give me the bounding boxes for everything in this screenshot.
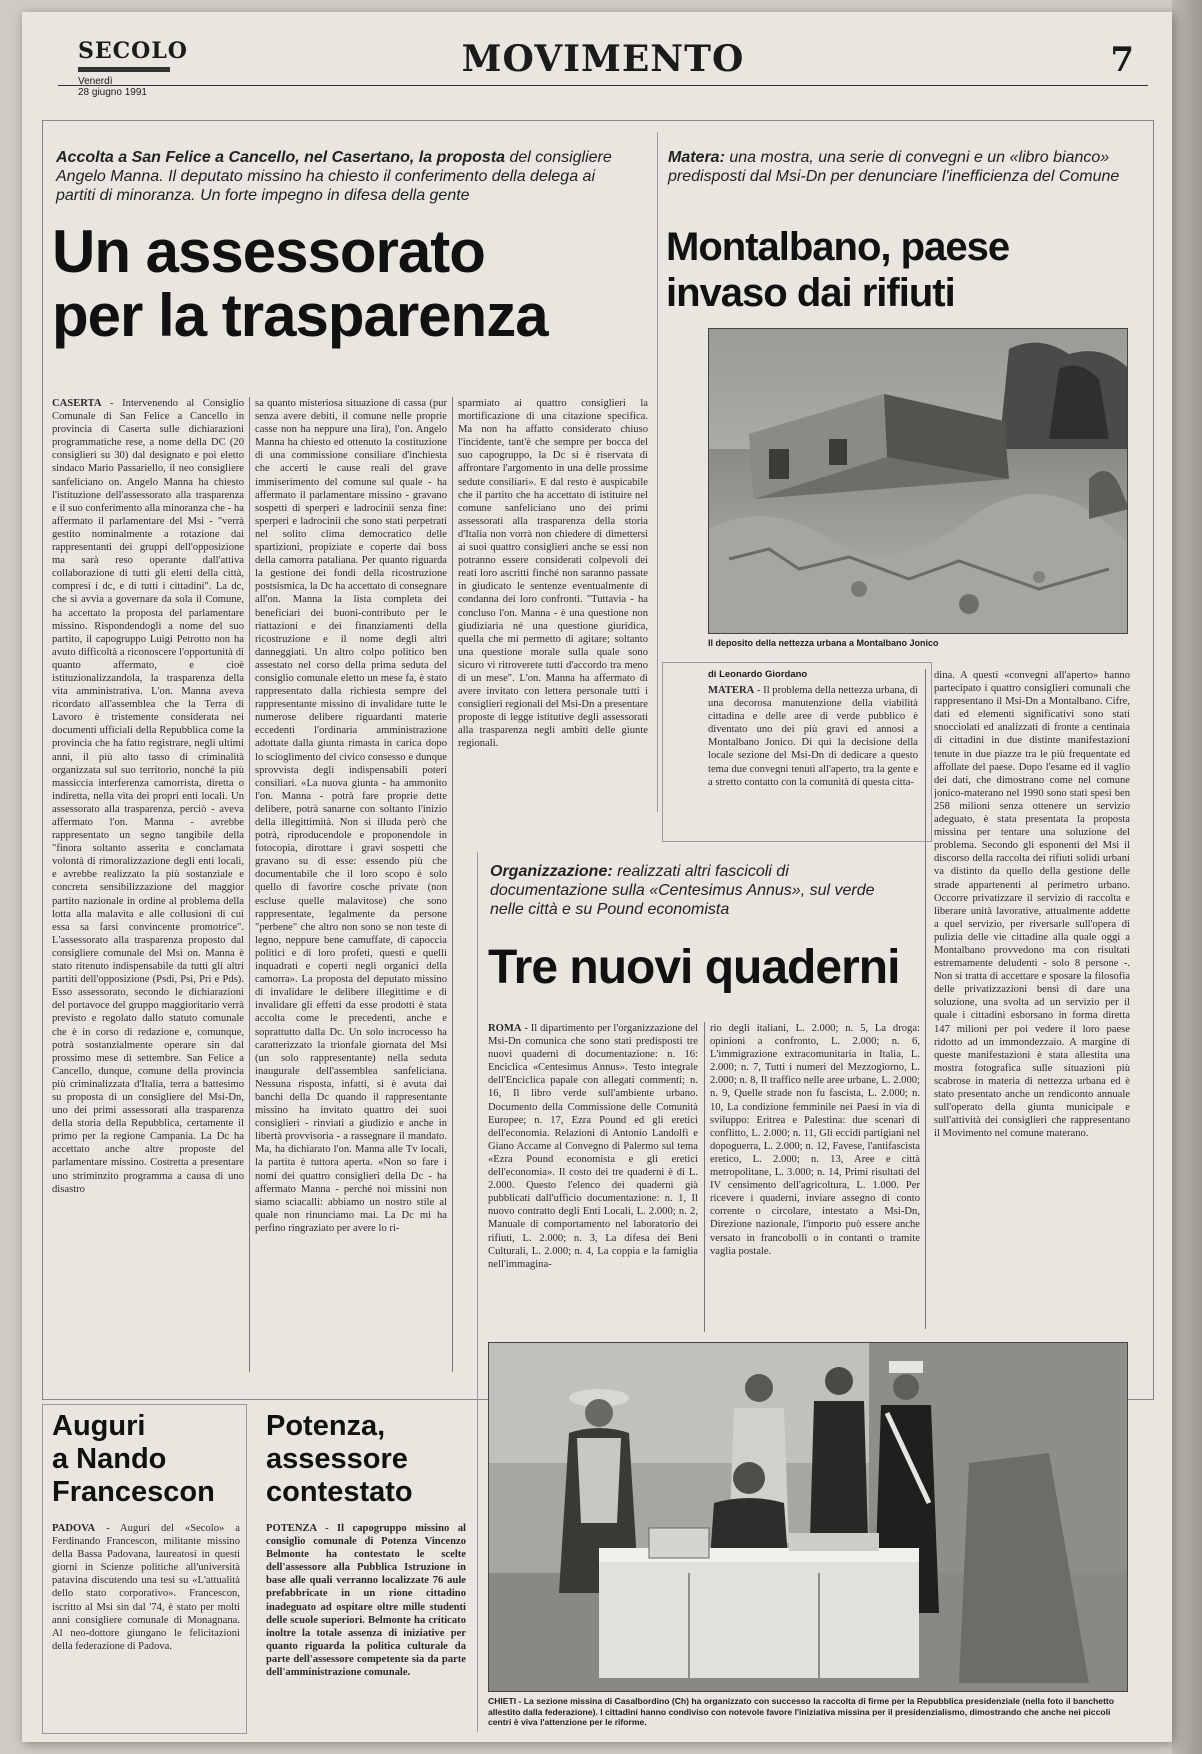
assessorato-column-1	[52, 397, 244, 1372]
montalbano-kicker	[668, 148, 1138, 186]
assessorato-dateline: CASERTA	[52, 398, 102, 409]
assessorato-headline-line2: per la trasparenza	[52, 282, 548, 349]
francescon-headline-line3: Francescon	[52, 1476, 215, 1508]
issue-date-text: 28 giugno 1991	[78, 87, 147, 98]
francescon-headline	[52, 1410, 215, 1509]
potenza-headline-line2: assessore	[266, 1443, 408, 1475]
column-rule	[704, 1022, 705, 1332]
assessorato-column-2: sa quanto misteriosa situazione di cassa (pur senza avere debiti, il comune nelle proprie casse non ha neppure una lira), l'on. Angelo Manna ha chiesto ed ottenuto la costituzione di una commissione consiliare d'inchiesta che accerti le cause reali del grave immiserimento del comune sul quale - ha affermato il parlamentare missino - gravano sospetti di sperperi e ladrocinii senza fine: sperperi e ladrocinii che sono stati perpetrati nel solito clima democratico delle spartizioni, propiziate e coperte dai boss della camorra pataliana. Per quanto riguarda la gestione dei fondi della ricostruzione postsismica, la Dc ha accettato di consegnare all'on. Manna la lista completa dei beneficiari dei buoni-contributo per le riattazioni e dei finanziamenti della ricostruzione e il nome degli altri danneggiati. Un altro colpo politico ben assestato nel corso della prima seduta del consiglio comunale eletto un mese fa, è stato rappresentato dalla richiesta sempre del rappresentante missino di invalidare tutte le numerose delibere riguardanti materie eccedenti l'ordinaria amministrazione adottate dalla giunta rimasta in carica dopo lo scioglimento del civico consesso e dunque sprovvista degli indispensabili poteri consiliari. «La nuova giunta - ha ammonito l'on. Manna - potrà fare proprie dette delibere, potrà sanarne con soltanto l'inizio della illegittimità. Non si illuda però che potrà, riproducendole e proponendole in fotocopia, dirottare i gravi sospetti che gravano su di esse: essendo più che documentabile che il loro scopo è solo quello di favorire cosche private (non escluse quelle malavitose) che sono rappresentate, legalmente da persone "perbene" che altro non sono se non teste di legno, neppure bene camuffate, di capoccia politici e di loro profeti, questi e quelli inquadrati e coperti negli organici della camorra». La proposta del deputato missino di invalidare le delibere illegittime e di invalidare gli effetti da esse prodotti è stata accolta come le precedenti, anche e soprattutto dalla Dc. Un solo incrocesso ha caratterizzato la trionfale giornata del Msi (un solo rappresentante) nella seduta inaugurale dell'assemblea sanfeliciana. Nessuna risposta, infatti, si è avuta dai banchi della Dc quando il rappresentante missino ha invitato quattro dei suoi consiglieri - rinviati a giudizio e anche in libertà provvisoria - a rassegnare il mandato. Ma, ha dichiarato l'on. Manna alle Tv locali, la partita è tuttora aperta. «Non so fare i nomi dei quattro consiglieri della Dc - ha affermato Manna - perché noi missini non siamo sciacalli: abbiamo un nostro stile al quale non rinunciamo mai. La Dc mi ha perfino ringraziato per avere lo ri-	[255, 398, 447, 1234]
signature-table-photo-illustration	[489, 1343, 1128, 1692]
montalbano-column-2: dina. A questi «convegni all'aperto» hanno partecipato i quattro consiglieri comunali che rappresentano il Msi-Dn a Montalbano. Cifre, dati ed elementi significativi sono stati snocciolati ed analizzati di fronte a centinaia di cittadini in due distinte manifestazioni tenute in due piazze tra le più frequentate ed affollate del paese. Dopo l'esame ed il vaglio dei dati, che dimostrano come nel comune jonico-materano nel 1990 sono stati spesi ben 258 milioni senza ottenere un servizio adeguato, è stata presentata la proposta missina per tentare una soluzione del problema. Secondo gli esponenti del Msi il discorso della raccolta dei rifiuti solidi urbani va distinto da quello della gestione delle strade appartenenti al perimetro urbano. Occorre privatizzare il servizio di raccolta e liberare unità lavorative, attualmente addette a quel servizio, per riversarle sull'opera di pulizia delle vie cittadine alla quale oggi a Montalbano provvedono ma con risultati estremamente deludenti - solo 8 persone -. Non si tratta di accettare e sposare la filosofia delle privatizzazioni bensì di dare una soluzione, una svolta ad un servizio per il quale i cittadini esborsano in forma diretta 147 milioni per poi vedere il loro paese ridotto ad un immondezzaio. A margine di queste manifestazioni è stata allestita una mostra fotografica sulle situazioni più scabrose in materia di nettezza urbana ed è stato presentato anche un rendiconto annuale sull'operato della giunta municipale e sull'attività dei consiglieri che rappresentano il Movimento nel comune materano.	[934, 670, 1130, 1140]
quaderni-kicker-rest: realizzati altri fascicoli di documentazione sulla «Centesimus Annus», sul verde nelle città e su Pound economista	[490, 863, 875, 918]
newspaper-page	[22, 12, 1172, 1742]
quaderni-dateline: ROMA	[488, 1023, 522, 1034]
quaderni-column-2: rio degli italiani, L. 2.000; n. 5, La droga: opinioni a confronto, L. 2.000; n. 6, L'immigrazione extracomunitaria in Italia, L. 2.000; n. 7, Tutti i numeri del Mezzogiorno, L. 2.000; n. 8, Il traffico nelle aree urbane, L. 2.000; n. 9, Quelle strade non fu fascista, L. 2.000; n. 10, La condizione femminile nei Paesi in via di sviluppo: Eritrea e Palestina: due scenari di conflitto, L. 2.000; n. 11, Gli eccidi partigiani nel dopoguerra, L. 2.000; n. 12, Favese, l'antifascista eretico, L. 2.000; n. 13, Aree e città metropolitane, L. 3.000; n. 14, Primi risultati del IV censimento dell'agricoltura, L. 1.000. Per ricevere i quaderni, inviare assegno di conto corrente o circolare, intestato a Msi-Dn, Direzione nazionale, l'importo può essere anche versato in francobolli o in contanti o tramite vaglia postale.	[710, 1023, 920, 1257]
francescon-body	[52, 1522, 240, 1727]
column-rule	[657, 132, 658, 812]
column-rule	[477, 852, 478, 1732]
quaderni-col1-text: - Il dipartimento per l'organizzazione del Msi-Dn comunica che sono stati predisposti tre nuovi quaderni di documentazione: n. 16: Enciclica «Centesimus Annus». Testo integrale dell'Enciclica papale con allegati commenti; n. 16, Il libro verde sull'ambiente urbano. Documento della Commissione delle Comunità Europee; n. 17, Ezra Pound ed gli eretici dell'economia. Relazioni di Antonio Landolfi e Giano Accame al Convegno di Palermo sul tema «Ezra Pound economista e gli eretici dell'economia». Il costo dei tre quaderni è di L. 2.000. Questo l'elenco dei quaderni già pubblicati dall'ufficio documentazione: n. 1, Il nuovo contratto degli Enti Locali, L. 2.000; n. 2, Manuale di comportamento nel laboratorio dei rifiuti, L. 2.000; n. 3, La difesa dei Beni Culturali, L. 2.000; n. 4, La coppia e la famiglia nell'immagina-	[488, 1023, 698, 1270]
assessorato-headline-line1: Un assessorato	[52, 218, 485, 285]
quaderni-kicker	[490, 862, 910, 919]
assessorato-kicker-bold: Accolta a San Felice a Cancello, nel Casertano, la proposta	[56, 149, 506, 166]
landfill-photo-illustration	[709, 329, 1128, 634]
potenza-body	[266, 1522, 466, 1727]
issue-day: Venerdì	[78, 76, 113, 87]
column-rule	[452, 397, 453, 1372]
montalbano-col1-text: - Il problema della nettezza urbana, di una decorosa manutenzione della viabilità cittadina e delle aree di verde pubblico è diventato uno dei più gravi ed annosi a Montalbano Jonico. Di qui la decisione della locale sezione del Msi-Dn di dedicare a questo tema due convegni tenuti all'aperto, tra la gente e a stretto contatto con la comunità di questa citta-	[708, 685, 918, 788]
montalbano-photo-caption: Il deposito della nettezza urbana a Montalbano Jonico	[708, 638, 939, 648]
potenza-headline-line1: Potenza,	[266, 1410, 386, 1442]
quaderni-column-1	[488, 1022, 698, 1332]
montalbano-box	[662, 662, 932, 842]
assessorato-headline	[52, 220, 652, 348]
chieti-photo	[488, 1342, 1128, 1692]
page-number: 7	[1110, 40, 1134, 80]
assessorato-col1-text: - Intervenendo al Consiglio Comunale di San Felice a Cancello in provincia di Caserta sulle dichiarazioni programmatiche rese, a nome della DC (20 consiglieri su 30) dal designato e poi eletto sindaco Mario Passariello, il neo consigliere sanfeliciano on. Angelo Manna ha chiesto l'istituzione dell'assessorato alla trasparenza e il suo conferimento alla minoranza che - ha affermato il parlamentare del Msi - "verrà gestito nominalmente a rotazione dai rappresentanti dei gruppi dell'opposizione ma sarà reso operante dall'attiva collaborazione di tutti gli eletti della città, compresi i dc, e di tutti i cittadini". La dc, che si avvia a governare da sola il Comune, ha accettato la proposta del parlamentare missino. Rispondendogli a nome del suo partito, il capogruppo Luigi Petrotto non ha avuto difficoltà a riconoscere l'opportunità di quanto affermato, e cioè istituzionalizzandola, la trasparenza della vita amministrativa. L'on. Manna aveva ricordato all'assemblea che la Terra di Lavoro è tristemente considerata nei documenti ufficiali della Repubblica come la provincia che ha fatto registrare, negli ultimi anni, il più alto tasso di criminalità organizzata sul suo territorio, nonché la più massiccia interferenza camorrista, diretta o indiretta, nella vita dei propri enti locali. Un assessorato alla trasparenza, perciò - aveva affermato l'on. Manna - avrebbe rappresentato un segno tangibile della "finora soltanto asserita e conclamata volontà di rimoralizzazione degli enti locali, e avrebbe realizzato la più sostanziale e concreta sensibilizzazione del maggior partito nazionale in ordine al problema della lotta alla malavita e alle collusioni di cui essa sa farsi convincente promotrice". L'assessorato alla trasparenza proposto dal consigliere comunale del Msi on. Manna è stato ritenuto indispensabile da tutti gli altri partiti dell'opposizione (Psdi, Psi, Pri e Pds). Esso assessorato, secondo le dichiarazioni del portavoce del gruppo maggioritario verrà previsto e regolato dallo statuto comunale che è in corso di redazione e, comunque, potrà sostanzialmente operare sin dal prossimo mese di settembre. San Felice a Cancello, dunque, comune della provincia più criminalizzata d'Italia, terra a battesimo su proposta di un consigliere del Msi-Dn, uno dei primi assessorati alla trasparenza della storia della Repubblica, certamente il primo per la regione Campania. La Dc ha accettato anche altre proposte del parlamentare missino. Costretta a presentare uno striminzito programma a causa di uno disastro	[52, 398, 244, 1195]
masthead	[58, 30, 1148, 98]
montalbano-headline-line2: invaso dai rifiuti	[666, 271, 955, 315]
quaderni-headline: Tre nuovi quaderni	[488, 941, 900, 994]
montalbano-headline	[666, 224, 1146, 316]
potenza-headline	[266, 1410, 413, 1509]
francescon-headline-line2: a Nando	[52, 1443, 167, 1475]
assessorato-kicker	[56, 148, 636, 205]
francescon-body-text: - Auguri del «Secolo» a Ferdinando Francescon, militante missino della Bassa Padovana, laureatosi in questi giorni in Scienze politiche all'università patavina discutendo una tesi su «L'attualità dello stato corporativo». Francescon, iscritto al Msi sin dal '74, è stato per molti anni consigliere comunale di Monagnana. Al neo-dottore giungano le felicitazioni della federazione di Padova.	[52, 1523, 240, 1652]
column-rule	[249, 397, 250, 1372]
section-title: MOVIMENTO	[461, 38, 745, 80]
montalbano-photo	[708, 328, 1128, 634]
assessorato-column-3: sparmiato ai quattro consiglieri la mortificazione di una citazione specifica. Ma non ha affatto considerato chiuso l'incidente, tant'è che sempre per bocca del suo capogruppo, la Dc si è riservata di affrontare l'argomento in una delle prossime sedute consiliari». E dal resto è auspicabile che il partito che ha accettato di istituire nel comune sanfeliciano uno dei primi assessorati alla trasparenza della storia d'Italia non vorrà non chiedere di dimettersi ai suoi quattro consiglieri anche se essi non potranno essere considerati colpevoli dei reati loro ascritti finché non saranno passate in giudicato le sentenze eventualmente di condanna dei loro confronti. "Tuttavia - ha concluso l'on. Manna - è una questione non giudiziaria né una questione giuridica, quella che mi permetto di agitare; soltanto una questione morale sulla quale sono sicuro vi ritroverete tutti d'accordo tra meno di un mese". L'on. Manna ha affermato di avere invitato con lettera personale tutti i consiglieri regionali del Msi-Dn a presentare proposte di legge istitutive degli assessorati alla trasparenza negli ambiti delle giunte regionali.	[458, 398, 648, 750]
francescon-dateline: PADOVA	[52, 1523, 96, 1534]
montalbano-dateline: MATERA	[708, 685, 755, 696]
chieti-photo-caption: CHIETI - La sezione missina di Casalbordino (Ch) ha organizzato con successo la raccolta di firme per la Repubblica presidenziale (nella foto il banchetto allestito dalla federazione). I cittadini hanno condiviso con notevole favore l'iniziativa missina per il presidenzialismo, dimostrando che anche nei piccoli centri è viva l'attenzione per le riforme.	[488, 1696, 1115, 1727]
francescon-headline-line1: Auguri	[52, 1410, 146, 1442]
montalbano-kicker-bold: Matera:	[668, 149, 725, 166]
potenza-headline-line3: contestato	[266, 1476, 413, 1508]
montalbano-byline: di Leonardo Giordano	[708, 669, 808, 680]
paper-logo: SECOLO	[78, 38, 188, 64]
potenza-body-text: - Il capogruppo missino al consiglio comunale di Potenza Vincenzo Belmonte ha contestato le scelte dell'assessore alla Pubblica Istruzione in base alle quali verranno localizzate 76 aule prefabbricate in un rione cittadino inadeguato ad ospitare oltre mille studenti delle scuole superiori. Belmonte ha criticato inoltre la totale assenza di iniziative per quanto riguarda la politica culturale da parte dell'assessore competente sia da parte dell'amministrazione comunale.	[266, 1523, 466, 1679]
potenza-dateline: POTENZA	[266, 1523, 317, 1534]
quaderni-kicker-bold: Organizzazione:	[490, 863, 613, 880]
assessorato-kicker-rest: del consigliere Angelo Manna. Il deputato missino ha chiesto il conferimento della delega ai partiti di minoranza. Un forte impegno in difesa della gente	[56, 149, 612, 204]
montalbano-kicker-rest: una mostra, una serie di convegni e un «libro bianco» predisposti dal Msi-Dn per denunciare l'inefficienza del Comune	[668, 149, 1120, 185]
montalbano-headline-line1: Montalbano, paese	[666, 225, 1010, 269]
